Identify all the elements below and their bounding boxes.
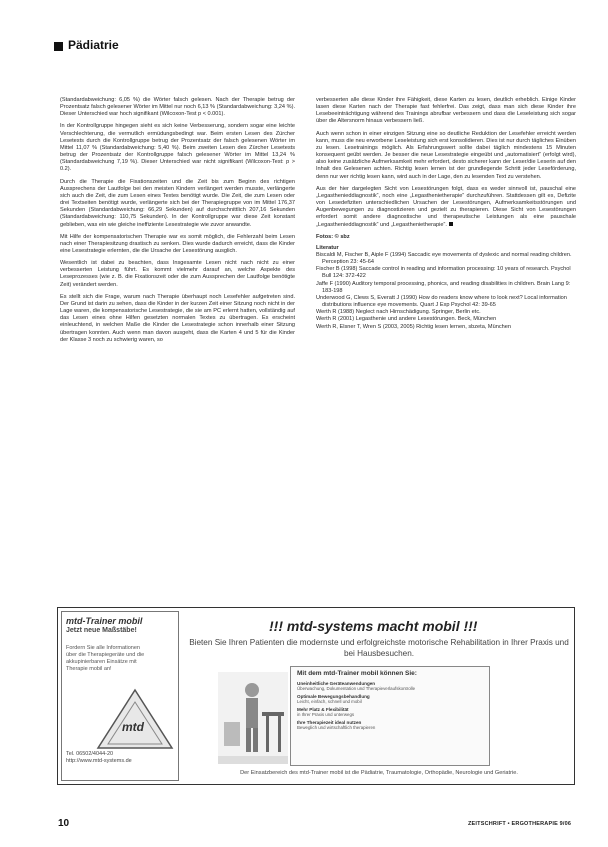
left-column — [60, 97, 295, 344]
reference-item: Biscaldi M, Fischer B, Aiple F (1994) Saccadic eye movements of dyslexic and normal reading children. Perception 23: 45-64 — [316, 251, 572, 266]
ad-feature-text: Überwachung, Dokumentation und Therapieverlaufskontrolle — [297, 686, 416, 692]
section-title: Pädiatrie — [68, 38, 119, 52]
ad-feature-heading: Ihre Therapiezeit ideal nutzen — [297, 719, 362, 725]
reference-item: Jaffe F (1990) Auditory temporal processing, phonics, and reading disabilities in children. Brain Lang 9: 183-198 — [316, 280, 571, 294]
reference-list — [316, 252, 576, 331]
therapy-photo-icon — [218, 672, 288, 764]
ad-contact — [66, 751, 132, 765]
paragraph: verbesserten alle diese Kinder ihre Fähigkeit, diese Karten zu lesen, deutlich erheblich. Einige Kinder lasen diese Karten nach der Therapie fast fehlerfrei. Das zeigt, dass man sich diese Kinder ihre Lesebeeinträchtigung während des Trainings abrufbar verbessern und dass die Leseleistung sich sogar über die Altersnorm hinaus verbessern ließ. — [316, 97, 576, 125]
paragraph: Auch wenn schon in einer einzigen Sitzung eine so deutliche Reduktion der Lesefehler erreicht werden kann, muss die neu erworbene Leseleistung sich erst konsolidieren. Dies ist nur durch tägliches Einüben zu lesen. Lesetrainings möglich. Als Erfahrungswert sollte dabei täglich mindestens 15 Minuten konsequent geübt werden. Je besser die neue Lesestrategie eingeübt und „automatisiert“ (erfolgt wird), also keine zusätzliche Aufmerksamkeit mehr erfordert, desto sicherer kann der Leser/die Leserin auf den Inhalt des Gelesenen achten. Richtig lesen lernen ist der grundlegende Schritt jeder Leseförderung, denn nur wer richtig lesen kann, wird auch in der Lage, den zu lesenden Text zu verstehen. — [316, 130, 576, 180]
reference-item: Werth R (2001) Legasthenie und andere Lesestörungen. Beck, München — [316, 316, 497, 323]
paragraph: (Standardabweichung: 6,05 %) die Wörter falsch gelesen. Nach der Therapie betrug der Prozentsatz falsch gelesener Wörter im Mittel nur noch 6,13 % (Standardabweichung: 3,24 %). Dieser Unterschied war hoch signifikant (Wilcoxon-Test p < 0.001). — [60, 97, 295, 118]
ad-side-body: Fordern Sie alle Informationen über die Therapiegeräte und die akkupinierbaren Einsätze mit Therapie mobil an! — [66, 645, 145, 672]
ad-feature-text: in Ihrer Praxis und unterwegs — [297, 712, 355, 718]
ad-website: http://www.mtd-systems.de — [66, 757, 132, 764]
ad-feature-text: Beweglich und wirtschaftlich therapieren — [297, 724, 376, 730]
advertisement — [57, 607, 575, 785]
ad-feature-item — [297, 720, 483, 730]
paragraph-text: Aus der hier dargelegten Sicht von Lesestörungen folgt, dass es weder sinnvoll ist, pauschal eine „Legasthenieddiagnostik“, noch eine „Legasthenietherapie“ durchzuführen. Stattdessen gilt es, Defizite von Lesedefiziten unterschiedlichen Ursachen der Lesestörungen, Aufmerksamkeitsstörungen und Augenbewegungen zu diagnostizieren und gezielt zu therapieren. Diese Sicht von Lesestörungen erfordert somit andere diagnostische und therapeutische Leistungen als eine pauschale „Legasthenieddiagnostik“ und „Legasthenietherapie“. — [316, 185, 576, 228]
ad-feature-heading: Optimale Bewegungsbehandlung — [297, 693, 370, 699]
reference-item: Fischer B (1998) Saccade control in reading and information processing: 10 years of research. Psychol Bull 124: 372-422 — [316, 266, 571, 280]
end-of-article-mark — [449, 222, 453, 226]
ad-feature-list — [297, 681, 483, 733]
paragraph: Es stellt sich die Frage, warum nach Therapie überhaupt noch Lesefehler aufgetreten sind. Der Grund ist darin zu sehen, dass die Kinder in der kurzen Zeit einer Sitzung noch nicht in der Lage waren, die kompensatorische Lesestrategie, die sie am PC erlernt hatten, vollständig auf das Lesen eines ohne Hilfen gesetzten normalen Textes zu übertragen. Es erscheint einleuchtend, in welchen Maße die Kinder die Lesestrategie schon innerhalb einer Sitzung übertragen konnten. Auch wenn man davon ausgeht, dass die Karten 4 und 5 für die Kinder der Klasse 3 noch zu schwierig waren, so — [60, 293, 295, 343]
paragraph: Wesentlich ist dabei zu beachten, dass Insgesamte Lesen nicht nach nicht zu einer verbesserten Leistung führt. Es kommt vielmehr darauf an, welche Aspekte des Leseprozesses (wie z. B. die Fixationszeit oder die zum Aussprechen der Lautfolge benötigte Zeit) verändert werden. — [60, 260, 295, 288]
paragraph: In der Kontrollgruppe hingegen sieht es sich keine Verbesserung, sondern sogar eine leichte Verschlechterung, die vermutlich ermüdungsbedingt war. Beim ersten Lesen des Zürcher Lesetests durch die Kontrollgruppe betrug der Prozentsatz der falsch gelesenen Wörter im Mittel 11,07 % (Standardabweichung: 5,40 %). Beim zweiten Lesen des Zürcher Lesetests betrug der Prozentsatz der Kontrollgruppe falsch gelesener Wörter im Mittel 13,24 % (Standardabweichung 7,19 %). Dieser Unterschied war nicht signifikant (Wilcoxon-Test: p > 0.2). — [60, 123, 295, 173]
ad-feature-heading: Uneinheitliche Geräteanwendungen — [297, 681, 376, 686]
ad-intro: Bieten Sie Ihren Patienten die modernste und erfolgreichste motorische Rehabilitation in Ihrer Praxis und bei Hausbesuchen. — [189, 638, 569, 658]
section-marker — [54, 42, 63, 51]
ad-feature-item — [297, 681, 483, 691]
ad-footer-text: Der Einsatzbereich des mtd-Trainer mobil ist die Pädiatrie, Traumatologie, Orthopädie, Neurologie und Geriatrie. — [240, 770, 518, 776]
ad-feature-item — [297, 707, 483, 717]
ad-phone: Tel. 06502/4044-20 — [66, 751, 114, 757]
reference-item: Underwood G, Clews S, Everatt J (1990) How do readers know where to look next? Local information distributions influence eye movements. Quart J Exp Psychol 42: 39-65 — [316, 294, 567, 309]
ad-headline: !!! mtd-systems macht mobil !!! — [269, 618, 478, 634]
ad-feature-heading: Mehr Platz & Flexibilität — [297, 706, 349, 712]
ad-logo-text: mtd — [122, 720, 144, 734]
right-column — [316, 97, 576, 331]
ad-side-title: mtd-Trainer mobil — [66, 616, 143, 626]
ad-sidebar — [61, 611, 179, 781]
ad-feature-text: Leicht, einfach, schnell und mobil — [297, 699, 362, 705]
reference-item: Werth R, Elsner T, Wren S (2003, 2005) Richtig lesen lernen, sbzeta, München — [316, 323, 511, 330]
journal-footer: ZEITSCHRIFT • ERGOTHERAPIE 9/06 — [468, 821, 572, 827]
literature-heading: Literatur — [316, 244, 339, 251]
page-number: 10 — [58, 818, 70, 829]
mtd-logo-icon — [96, 688, 174, 750]
photo-credit: Fotos: © sbz — [316, 233, 350, 240]
paragraph: Durch die Therapie die Fixationszeiten und die Zeit bis zum Beginn des richtigen Aussprechens der Lautfolge bei den meisten Kindern verlängert werden musste, verlängerte sich auch die Zeit, die zum Lesen eines Textes benötigt wurde. Die Zeit, die zum Lesen oder drei Textseiten benötigt wurde, verlängerte sich bei der Therapiegruppe von im Mittel 176,37 Sekunden (Standardabweichung: 66,29 Sekunden) auf durchschnittlich 207,16 Sekunden (Standardabweichung: 110,75 Sekunden). In der Kontrollgruppe war diese Zeit konstant geblieben, was ein wie gleiche ineffiziente Lesestrategie wie zuvor anwandte. — [60, 178, 295, 228]
ad-feature-item — [297, 694, 483, 704]
paragraph-final — [316, 186, 576, 229]
ad-side-subtitle: Jetzt neue Maßstäbe! — [66, 627, 137, 634]
reference-item: Werth R (1988) Neglect nach Hirnschädigung. Springer, Berlin etc. — [316, 309, 481, 316]
ad-feature-title: Mit dem mtd-Trainer mobil können Sie: — [297, 670, 417, 677]
ad-feature-box — [290, 666, 490, 766]
paragraph: Mit Hilfe der kompensatorischen Therapie war es somit möglich, die Fehlerzahl beim Lesen nach einer Therapiesitzung drastisch zu senken. Dies wurde dadurch erreicht, dass die Kinder eine Lesestrategie erlernten, die die Ursache der Lesestörung ausglich. — [60, 233, 295, 254]
